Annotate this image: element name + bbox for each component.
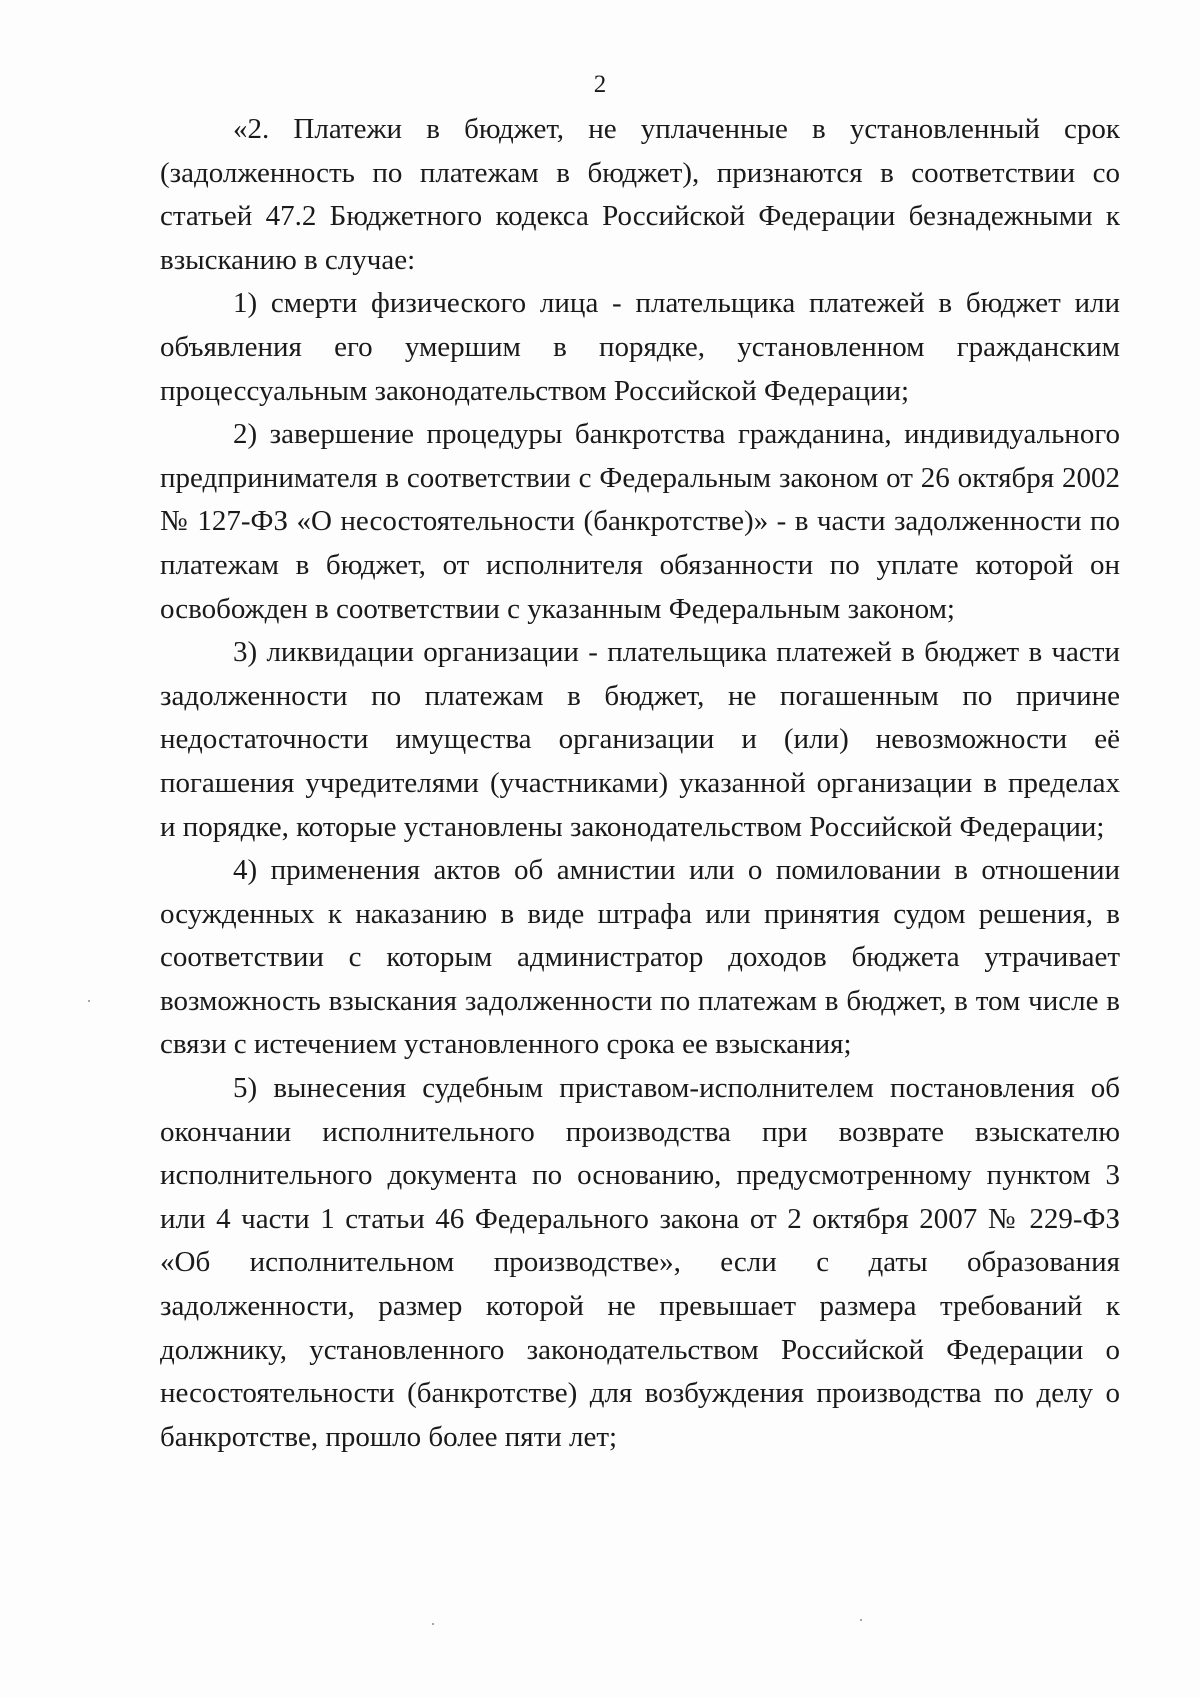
paragraph-intro: «2. Платежи в бюджет, не уплаченные в установленный срок (задолженность по платежам в бюджет), признаются в соответствии со статьей 47.2 Бюджетного кодекса Российской Федерации безнадежными к взысканию в случае: (160, 113, 1120, 276)
document-body (160, 108, 1120, 1459)
page-number: 2 (593, 71, 607, 98)
paragraph-item-1: 1) смерти физического лица - плательщика платежей в бюджет или объявления его умершим в порядке, установленном гражданским процессуальным законодательством Российской Федерации; (160, 287, 1120, 407)
scan-speck (88, 1000, 90, 1002)
paragraph-item-3: 3) ликвидации организации - плательщика платежей в бюджет в части задолженности по платежам в бюджет, не погашенным по причине недостаточности имущества организации и (или) невозможности её погашения учредителями (участниками) указанной организации в пределах и порядке, которые установлены законодательством Российской Федерации; (160, 636, 1120, 843)
scan-speck (860, 1619, 862, 1621)
paragraph-item-5: 5) вынесения судебным приставом-исполнителем постановления об окончании исполнительного производства при возврате взыскателю исполнительного документа по основанию, предусмотренному пунктом 3 или 4 части 1 статьи 46 Федерального закона от 2 октября 2007 № 229-ФЗ «Об исполнительном производстве», если с даты образования задолженности, размер которой не превышает размера требований к должнику, установленного законодательством Российской Федерации о несостоятельности (банкротстве) для возбуждения производства по делу о банкротстве, прошло более пяти лет; (160, 1072, 1120, 1453)
paragraph-item-4: 4) применения актов об амнистии или о помиловании в отношении осужденных к наказанию в виде штрафа или принятия судом решения, в соответствии с которым администратор доходов бюджета утрачивает возможность взыскания задолженности по платежам в бюджет, в том числе в связи с истечением установленного срока ее взыскания; (160, 854, 1120, 1061)
scan-speck (432, 1623, 434, 1625)
paragraph-item-2: 2) завершение процедуры банкротства гражданина, индивидуального предпринимателя в соответствии с Федеральным законом от 26 октября 2002 № 127-ФЗ «О несостоятельности (банкротстве)» - в части задолженности по платежам в бюджет, от исполнителя обязанности по уплате которой он освобожден в соответствии с указанным Федеральным законом; (160, 418, 1120, 625)
